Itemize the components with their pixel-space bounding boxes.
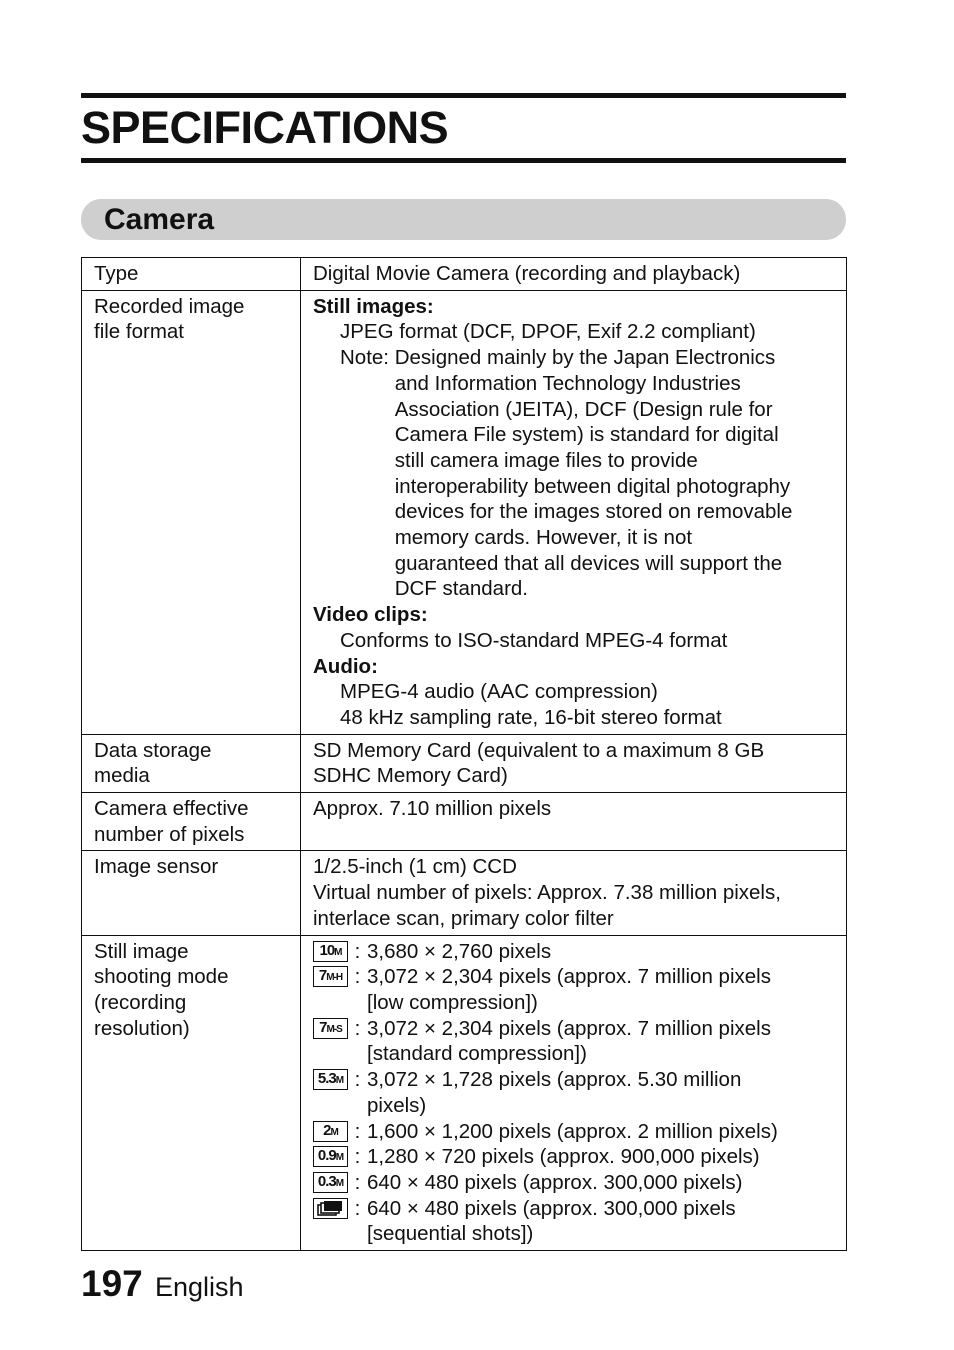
resolution-7m-s-icon: [313, 1018, 348, 1039]
row-value-text: interlace scan, primary color filter: [313, 906, 614, 930]
note-line: and Information Technology Industries: [394, 371, 741, 395]
row-label: [82, 851, 301, 935]
resolution-text: [367, 939, 834, 965]
row-label-text: Recorded image: [94, 294, 245, 318]
icon-main: 7: [319, 1018, 327, 1036]
resolution-line: 3,680 × 2,760 pixels: [367, 939, 552, 963]
colon: :: [354, 1145, 361, 1169]
row-label-text: number of pixels: [94, 822, 245, 846]
table-row-type: [82, 258, 847, 291]
note-line: still camera image files to provide: [394, 448, 698, 472]
row-label-text: (recording: [94, 990, 187, 1014]
row-value: [301, 851, 847, 935]
resolution-text: [367, 1196, 834, 1247]
resolution-item-7m-h: [313, 964, 834, 1015]
note-text: [395, 345, 834, 602]
row-label: [82, 935, 301, 1250]
row-label: [82, 734, 301, 792]
table-row-effective-pixels: [82, 793, 847, 851]
dcf-note: [313, 345, 834, 602]
note-label: Note:: [340, 346, 395, 370]
icon-main: 10: [319, 941, 335, 959]
table-row-storage: [82, 734, 847, 792]
row-value-text: SDHC Memory Card): [313, 764, 508, 788]
resolution-line: 640 × 480 pixels (approx. 300,000 pixels: [367, 1196, 736, 1220]
icon-sub: M: [330, 1126, 338, 1138]
row-value: [301, 734, 847, 792]
note-line: guaranteed that all devices will support the: [394, 551, 783, 575]
row-value-text: SD Memory Card (equivalent to a maximum 8 GB: [313, 738, 765, 762]
resolution-line: [low compression]): [367, 990, 538, 1014]
resolution-line: 3,072 × 2,304 pixels (approx. 7 million pixels: [367, 1016, 771, 1040]
section-title: Camera: [104, 203, 215, 236]
icon-sub: M: [335, 1075, 344, 1087]
row-value-text: Virtual number of pixels: Approx. 7.38 million pixels,: [313, 881, 781, 905]
still-images-heading: Still images:: [313, 294, 434, 318]
note-line: Camera File system) is standard for digital: [394, 423, 779, 447]
resolution-text: [367, 1016, 834, 1067]
row-label-text: Camera effective: [94, 797, 249, 821]
row-value: [301, 935, 847, 1250]
resolution-line: 1,280 × 720 pixels (approx. 900,000 pixels): [367, 1145, 760, 1169]
resolution-2m-icon: [313, 1121, 348, 1142]
icon-main: 0.3: [317, 1172, 336, 1190]
colon: :: [354, 1170, 361, 1194]
colon: :: [354, 939, 361, 963]
resolution-line: [sequential shots]): [367, 1222, 534, 1246]
row-label: [82, 290, 301, 734]
resolution-item-7m-s: [313, 1016, 834, 1067]
icon-main: 7: [318, 967, 327, 985]
icon-sub: M-H: [326, 972, 343, 984]
note-line: memory cards. However, it is not: [394, 526, 693, 550]
resolution-line: 640 × 480 pixels (approx. 300,000 pixels): [367, 1170, 743, 1194]
resolution-text: [367, 1170, 834, 1196]
icon-sub: M: [335, 1177, 344, 1189]
row-label-text: file format: [94, 320, 184, 344]
resolution-10m-icon: [313, 941, 348, 962]
colon: :: [354, 1119, 361, 1143]
icon-sub: M: [334, 946, 342, 958]
resolution-item-5-3m: [313, 1067, 834, 1118]
resolution-text: [367, 1144, 834, 1170]
colon: :: [354, 1196, 361, 1220]
resolution-7m-h-icon: [313, 966, 348, 987]
video-clips-heading: Video clips:: [313, 603, 428, 627]
sequential-shots-icon: [313, 1198, 348, 1219]
note-line: DCF standard.: [394, 577, 529, 601]
colon: :: [354, 965, 361, 989]
resolution-0-3m-icon: [313, 1172, 348, 1193]
resolution-line: 1,600 × 1,200 pixels (approx. 2 million pixels): [367, 1119, 778, 1143]
icon-sub: M-S: [326, 1023, 342, 1035]
video-format-text: Conforms to ISO-standard MPEG-4 format: [340, 628, 728, 652]
page-title: SPECIFICATIONS: [81, 102, 449, 153]
resolution-line: pixels): [367, 1093, 427, 1117]
icon-main: 2: [323, 1121, 331, 1139]
note-line: devices for the images stored on removable: [394, 500, 793, 524]
specifications-table: [81, 257, 847, 1251]
audio-sampling-text: 48 kHz sampling rate, 16-bit stereo format: [340, 705, 722, 729]
still-format-text: JPEG format (DCF, DPOF, Exif 2.2 compliant): [340, 320, 756, 344]
row-label-text: shooting mode: [94, 965, 229, 989]
resolution-line: 3,072 × 2,304 pixels (approx. 7 million pixels: [367, 965, 771, 989]
table-row-shooting-mode: [82, 935, 847, 1250]
resolution-line: [standard compression]): [367, 1042, 587, 1066]
resolution-item-0-3m: [313, 1170, 834, 1196]
row-label-text: Data storage: [94, 738, 212, 762]
icon-sub: M: [335, 1152, 344, 1164]
row-label-text: Image sensor: [94, 855, 219, 879]
row-label-text: resolution): [94, 1016, 190, 1040]
resolution-item-2m: [313, 1119, 834, 1145]
resolution-text: [367, 964, 834, 1015]
resolution-item-sequential: [313, 1196, 834, 1247]
row-label-text: media: [94, 764, 150, 788]
row-label: [82, 258, 301, 291]
resolution-text: [367, 1119, 834, 1145]
audio-format-text: MPEG-4 audio (AAC compression): [340, 680, 658, 704]
resolution-5-3m-icon: [313, 1069, 348, 1090]
row-value-text: Approx. 7.10 million pixels: [313, 797, 552, 821]
table-row-image-sensor: [82, 851, 847, 935]
row-value: [301, 258, 847, 291]
table-row-file-format: [82, 290, 847, 734]
audio-heading: Audio:: [313, 654, 378, 678]
resolution-item-10m: [313, 939, 834, 965]
resolution-text: [367, 1067, 834, 1118]
icon-main: 0.9: [317, 1147, 336, 1165]
title-rule-top: [81, 93, 846, 98]
row-value: [301, 793, 847, 851]
row-label-text: Still image: [94, 939, 189, 963]
row-label-text: Type: [94, 262, 139, 285]
resolution-item-0-9m: [313, 1144, 834, 1170]
row-label: [82, 793, 301, 851]
note-line: Association (JEITA), DCF (Design rule for: [394, 397, 773, 421]
resolution-line: 3,072 × 1,728 pixels (approx. 5.30 million: [367, 1068, 742, 1092]
row-value-text: Digital Movie Camera (recording and playback): [313, 262, 741, 285]
note-line: Designed mainly by the Japan Electronics: [394, 346, 776, 370]
note-line: interoperability between digital photography: [394, 474, 791, 498]
colon: :: [354, 1016, 361, 1040]
colon: :: [354, 1068, 361, 1092]
page-language: English: [155, 1272, 244, 1302]
resolution-0-9m-icon: [313, 1146, 348, 1167]
page-number: 197: [81, 1263, 143, 1304]
icon-main: 5.3: [317, 1070, 336, 1088]
title-rule-bottom: [81, 158, 846, 163]
row-value: [301, 290, 847, 734]
row-value-text: 1/2.5-inch (1 cm) CCD: [313, 855, 517, 879]
